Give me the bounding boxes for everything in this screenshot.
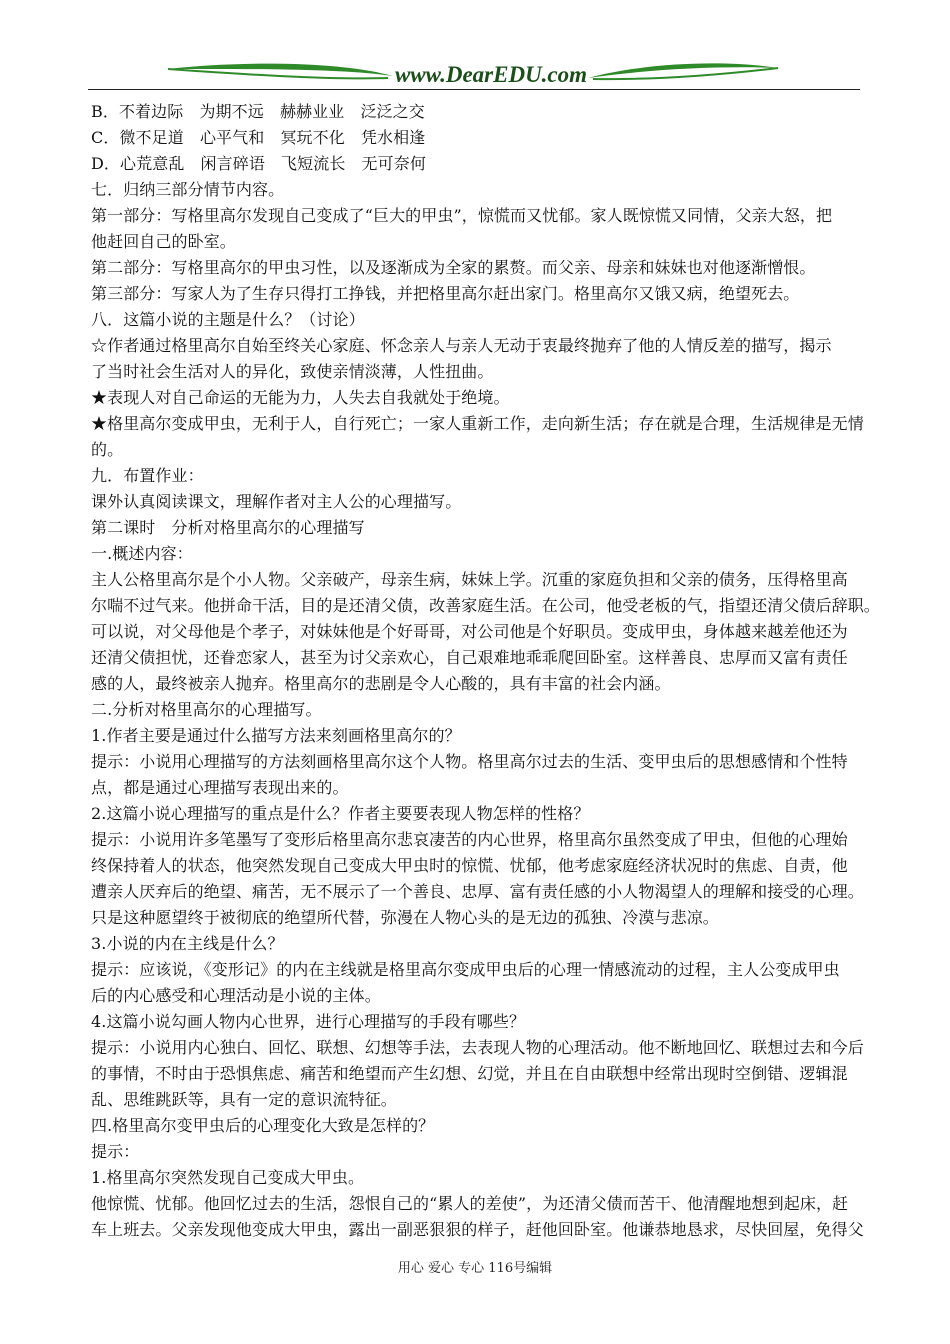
site-url-text: www.DearEDU.com xyxy=(394,62,588,87)
text-line: B．不着边际 为期不远 赫赫业业 泛泛之交 xyxy=(91,102,425,121)
document-body xyxy=(91,99,880,1243)
text-line: 七．归纳三部分情节内容。 xyxy=(91,180,285,199)
text-line: 第三部分：写家人为了生存只得打工挣钱，并把格里高尔赶出家门。格里高尔又饿又病，绝望死去。 xyxy=(91,284,800,303)
text-line: 后的内心感受和心理活动是小说的主体。 xyxy=(91,986,381,1005)
text-line: 的。 xyxy=(91,440,124,459)
text-line: 他惊慌、忧郁。他回忆过去的生活，怨恨自己的“累人的差使”，为还清父债而苦干、他清醒地想到起床，赶 xyxy=(91,1194,849,1213)
text-line: 感的人，最终被亲人抛弃。格里高尔的悲剧是令人心酸的，具有丰富的社会内涵。 xyxy=(91,674,671,693)
text-line: 尔喘不过气来。他拼命干活，目的是还清父债，改善家庭生活。在公司，他受老板的气，指望还清父债后辞职。 xyxy=(91,596,880,615)
text-line: 四.格里高尔变甲虫后的心理变化大致是怎样的？ xyxy=(91,1116,435,1135)
text-line: 车上班去。父亲发现他变成大甲虫，露出一副恶狠狠的样子，赶他回卧室。他谦恭地恳求，尽快回屋，免得父 xyxy=(91,1220,864,1239)
header-rule xyxy=(88,89,860,90)
page-footer: 用心 爱心 专心 116号编辑 xyxy=(397,1261,553,1276)
text-line: 遭亲人厌弃后的绝望、痛苦，无不展示了一个善良、忠厚、富有责任感的小人物渴望人的理解和接受的心理。 xyxy=(91,882,864,901)
deareduc-logo xyxy=(88,60,860,90)
site-header-banner xyxy=(88,60,860,90)
text-line: 2.这篇小说心理描写的重点是什么？作者主要要表现人物怎样的性格？ xyxy=(91,804,590,823)
text-line: 二.分析对格里高尔的心理描写。 xyxy=(91,700,322,719)
text-line: 提示： xyxy=(91,1142,140,1161)
text-line: 提示：小说用内心独白、回忆、联想、幻想等手法，去表现人物的心理活动。他不断地回忆、联想过去和今后 xyxy=(91,1038,864,1057)
text-line: 课外认真阅读课文，理解作者对主人公的心理描写。 xyxy=(91,492,462,511)
text-line: D．心荒意乱 闲言碎语 飞短流长 无可奈何 xyxy=(91,154,426,173)
text-line: 提示：小说用心理描写的方法刻画格里高尔这个人物。格里高尔过去的生活、变甲虫后的思想感情和个性特 xyxy=(91,752,848,771)
text-line: ☆作者通过格里高尔自始至终关心家庭、怀念亲人与亲人无动于衷最终抛弃了他的人情反差的描写，揭示 xyxy=(91,336,832,355)
text-line: 1.格里高尔突然发现自己变成大甲虫。 xyxy=(91,1168,365,1187)
text-line: 八．这篇小说的主题是什么？（讨论） xyxy=(91,310,365,329)
left-swoosh xyxy=(168,64,393,76)
text-line: 第二课时 分析对格里高尔的心理描写 xyxy=(91,518,365,537)
text-line: 还清父债担忧，还眷恋家人，甚至为讨父亲欢心，自己艰难地乖乖爬回卧室。这样善良、忠厚而又富有责任 xyxy=(91,648,848,667)
text-line: 提示：应该说，《变形记》的内在主线就是格里高尔变成甲虫后的心理一情感流动的过程，主人公变成甲虫 xyxy=(91,960,840,979)
text-line: 第一部分：写格里高尔发现自己变成了“巨大的甲虫”，惊慌而又忧郁。家人既惊慌又同情，父亲大怒，把 xyxy=(91,206,833,225)
text-line: 点，都是通过心理描写表现出来的。 xyxy=(91,778,349,797)
text-line: ★表现人对自己命运的无能为力，人失去自我就处于绝境。 xyxy=(91,388,510,407)
text-line: 只是这种愿望终于被彻底的绝望所代替，弥漫在人物心头的是无边的孤独、冷漠与悲凉。 xyxy=(91,908,719,927)
text-line: 第二部分：写格里高尔的甲虫习性，以及逐渐成为全家的累赘。而父亲、母亲和妹妹也对他逐渐憎恨。 xyxy=(91,258,816,277)
text-line: 可以说，对父母他是个孝子，对妹妹他是个好哥哥，对公司他是个好职员。变成甲虫，身体越来越差他还为 xyxy=(91,622,848,641)
text-line: 1.作者主要是通过什么描写方法来刻画格里高尔的？ xyxy=(91,726,461,745)
text-line: 提示：小说用许多笔墨写了变形后格里高尔悲哀凄苦的内心世界，格里高尔虽然变成了甲虫，但他的心理始 xyxy=(91,830,848,849)
text-line: 终保持着人的状态，他突然发现自己变成大甲虫时的惊慌、忧郁，他考虑家庭经济状况时的焦虑、自责，他 xyxy=(91,856,848,875)
text-line: 乱、思维跳跃等，具有一定的意识流特征。 xyxy=(91,1090,397,1109)
text-line: 主人公格里高尔是个小人物。父亲破产，母亲生病，妹妹上学。沉重的家庭负担和父亲的债务，压得格里高 xyxy=(91,570,848,589)
text-line: 一.概述内容： xyxy=(91,544,193,563)
text-line: 4.这篇小说勾画人物内心世界，进行心理描写的手段有哪些？ xyxy=(91,1012,526,1031)
text-line: C．微不足道 心平气和 冥玩不化 凭水相逢 xyxy=(91,128,426,147)
text-line: 的事情，不时由于恐惧焦虑、痛苦和绝望而产生幻想、幻觉，并且在自由联想中经常出现时空倒错、逻辑混 xyxy=(91,1064,848,1083)
text-line: 了当时社会生活对人的异化，致使亲情淡薄，人性扭曲。 xyxy=(91,362,494,381)
text-line: 他赶回自己的卧室。 xyxy=(91,232,236,251)
text-line: 3.小说的内在主线是什么？ xyxy=(91,934,284,953)
text-line: 九．布置作业： xyxy=(91,466,204,485)
text-line: ★格里高尔变成甲虫，无利于人，自行死亡；一家人重新工作，走向新生活；存在就是合理，生活规律是无情 xyxy=(91,414,864,433)
